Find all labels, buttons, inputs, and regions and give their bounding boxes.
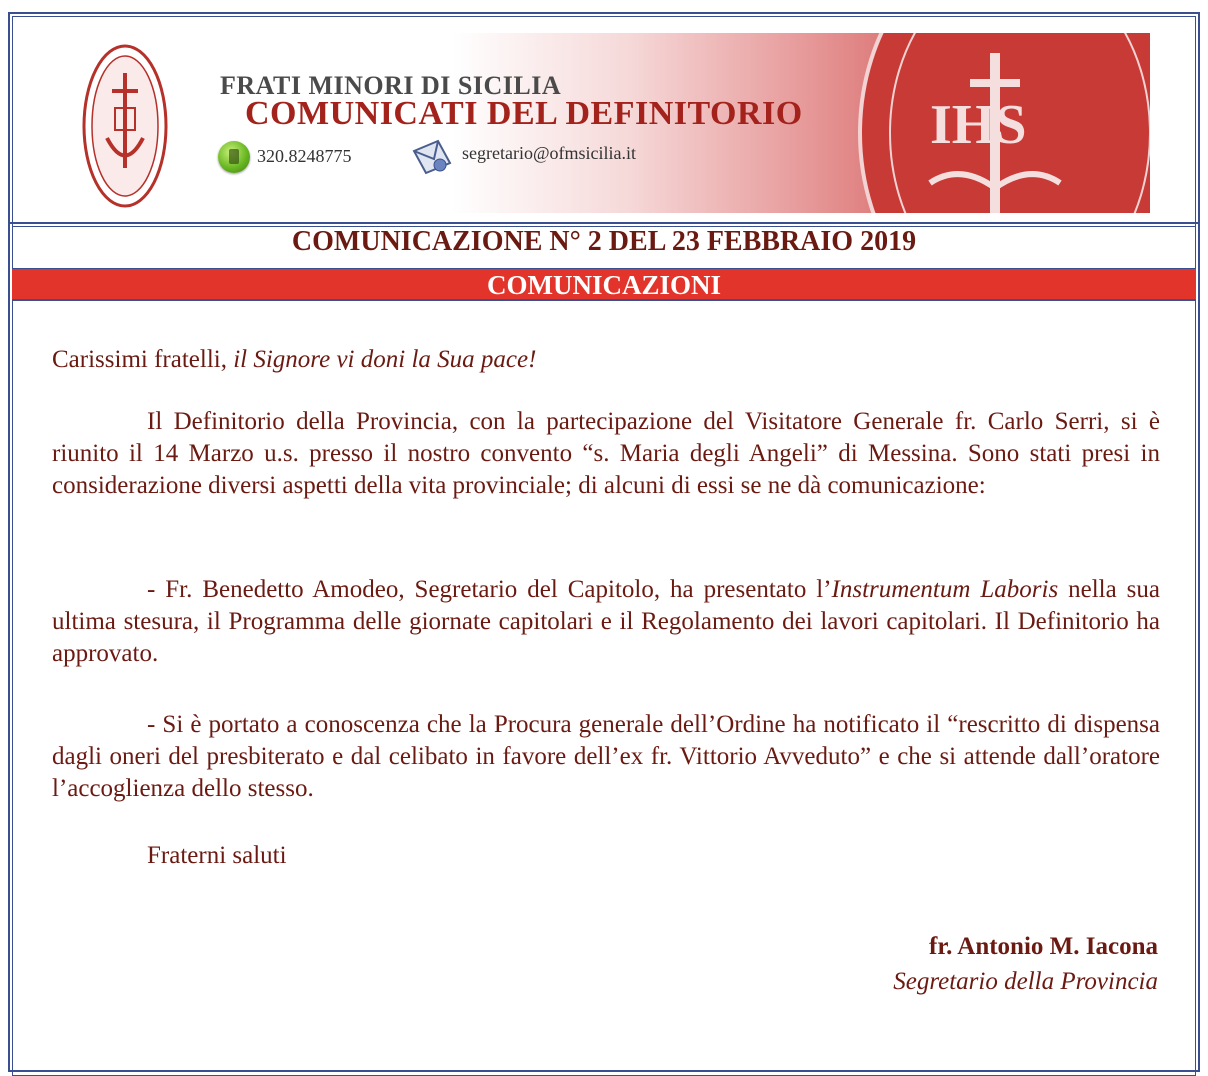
- paragraph-2-start: - Fr. Benedetto Amodeo, Segretario del Capitolo, ha presentato l’: [147, 576, 832, 603]
- greeting-plain: Carissimi fratelli,: [52, 346, 234, 373]
- section-bar-label: COMUNICAZIONI: [486, 270, 721, 300]
- paragraph-1: Il Definitorio della Provincia, con la partecipazione del Visitatore Generale fr. Carlo Serri, si è riunito il 14 Marzo u.s. presso il nostro convento “s. Maria degli Angeli” di Messina. Sono stati presi in considerazione diversi aspetti della vita provinciale; di alcuni di essi se ne dà comunicazione:: [52, 408, 1160, 499]
- email-icon: [410, 137, 454, 177]
- closing-salutation: Fraterni saluti: [147, 842, 287, 869]
- phone-icon: [218, 141, 250, 173]
- provincial-seal-large-icon: [830, 33, 1150, 213]
- provincial-seal-icon: [82, 43, 168, 209]
- signature-name: fr. Antonio M. Iacona: [929, 933, 1158, 960]
- svg-text:IHS: IHS: [930, 94, 1027, 156]
- header-phone: 320.8248775: [257, 146, 352, 166]
- paragraph-3: - Si è portato a conoscenza che la Procura generale dell’Ordine ha notificato il “rescritto di dispensa dagli oneri del presbiterato e dal celibato in favore dell’ex fr. Vittorio Avveduto” e che si attende dall’oratore l’accoglienza dello stesso.: [52, 711, 1160, 802]
- header-title-main: COMUNICATI DEL DEFINITORIO: [245, 95, 803, 132]
- greeting-italic: il Signore vi doni la Sua pace!: [233, 346, 537, 373]
- header-banner: [60, 33, 1150, 213]
- divider-line: [8, 222, 1200, 224]
- section-bar: [12, 268, 1196, 301]
- header-title-top: FRATI MINORI DI SICILIA: [220, 71, 562, 100]
- paragraph-2-end: nella sua ultima stesura, il Programma delle giornate capitolari e il Regolamento dei lavori capitolari. Il Definitorio ha approvato.: [52, 576, 1160, 667]
- greeting: [52, 344, 1160, 376]
- signature-role: Segretario della Provincia: [893, 968, 1158, 995]
- paragraph-2: [52, 574, 1160, 670]
- page-title: COMUNICAZIONE N° 2 DEL 23 FEBBRAIO 2019: [291, 226, 917, 257]
- header-email[interactable]: segretario@ofmsicilia.it: [462, 143, 637, 163]
- paragraph-2-italic: Instrumentum Laboris: [831, 576, 1059, 603]
